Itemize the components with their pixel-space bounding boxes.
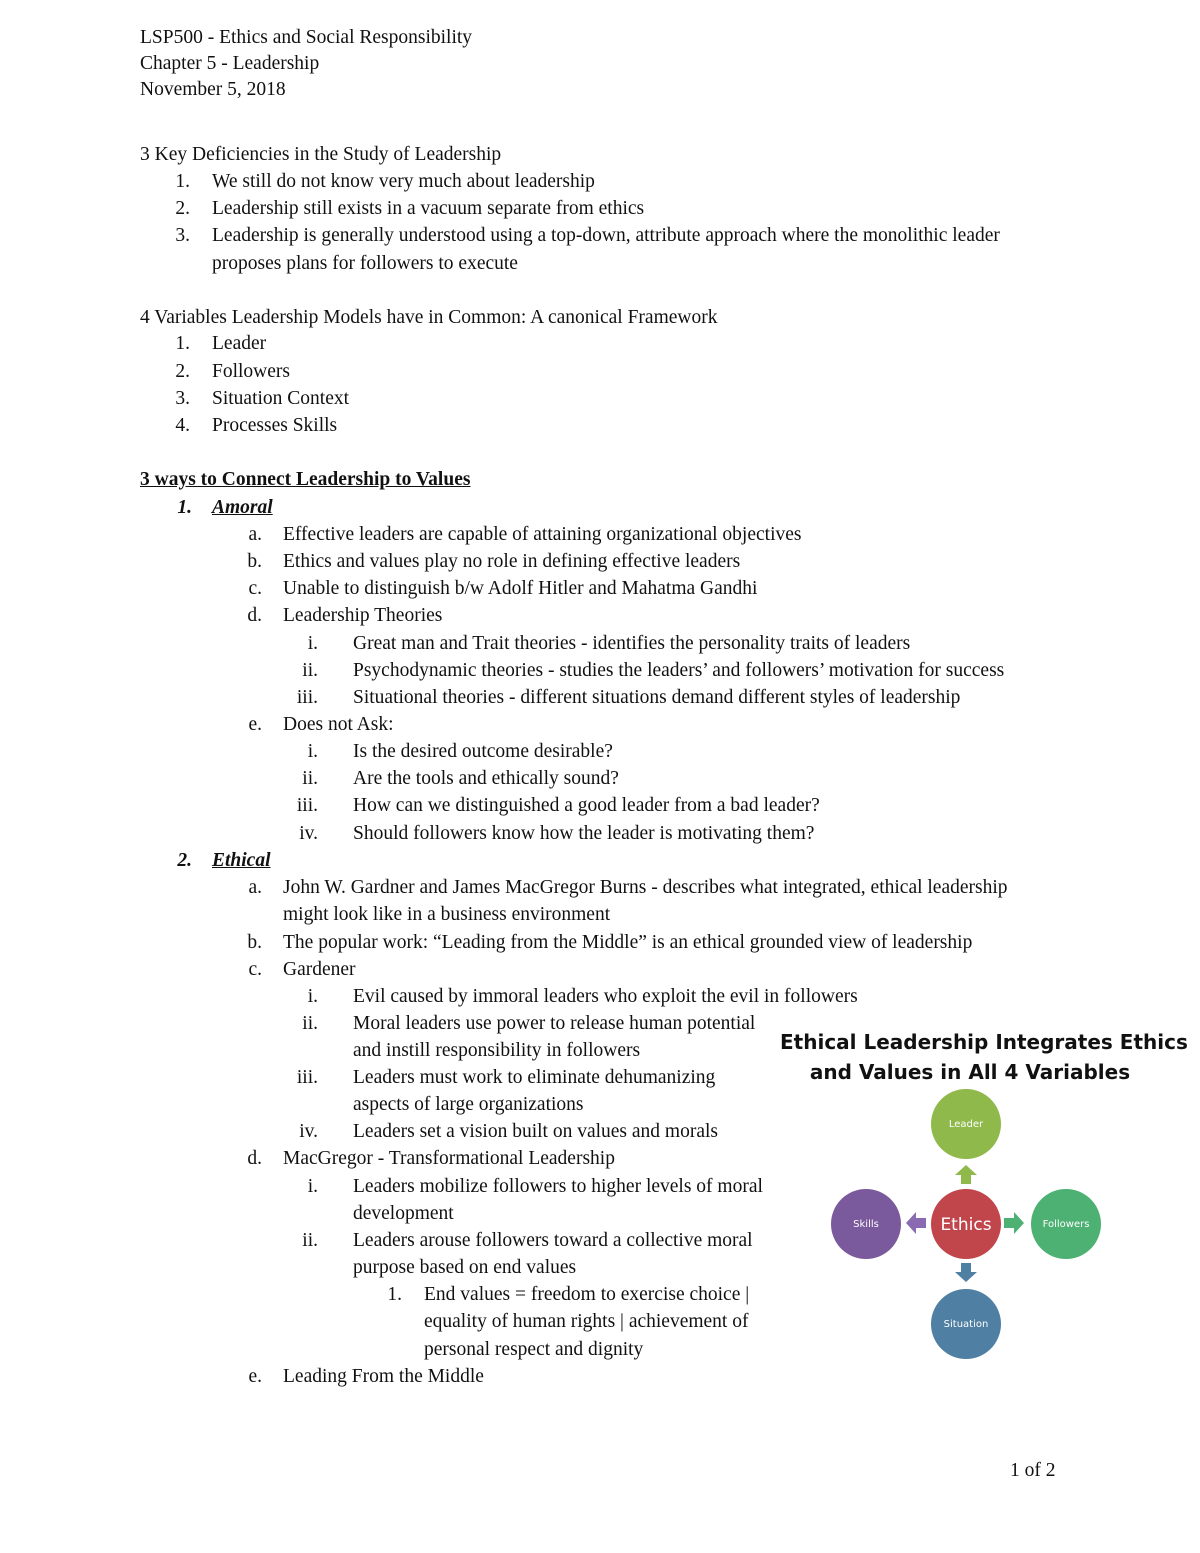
list-letter: d.	[247, 605, 262, 626]
list-letter: c.	[248, 959, 262, 980]
list-roman: iii.	[296, 795, 318, 816]
list-item: John W. Gardner and James MacGregor Burns - describes what integrated, ethical leadership	[283, 877, 1008, 898]
list-roman: iv.	[299, 1121, 318, 1142]
list-letter: c.	[248, 578, 262, 599]
ethics-label: Ethics	[940, 1215, 992, 1235]
list-item: How can we distinguished a good leader from a bad leader?	[353, 795, 820, 816]
list-roman: i.	[307, 633, 318, 654]
list-roman: ii.	[302, 660, 318, 681]
list-number: 2.	[175, 361, 190, 382]
list-item-continuation: and instill responsibility in followers	[353, 1040, 641, 1061]
arrow-down-icon	[955, 1263, 977, 1282]
course-title: LSP500 - Ethics and Social Responsibility	[140, 27, 473, 48]
amoral-heading: Amoral	[212, 497, 273, 518]
list-item: Followers	[212, 361, 290, 382]
list-item-continuation: aspects of large organizations	[353, 1094, 584, 1115]
list-item: Leadership is generally understood using a top-down, attribute approach where the monolithic leader	[212, 225, 1000, 246]
ethical-leadership-figure	[780, 1026, 1188, 1371]
list-number: 2.	[175, 198, 190, 219]
list-item: Situational theories - different situations demand different styles of leadership	[353, 687, 961, 708]
list-item: Leadership still exists in a vacuum separate from ethics	[212, 198, 645, 219]
list-number: 2.	[177, 850, 192, 871]
list-item: Are the tools and ethically sound?	[353, 768, 619, 789]
document-date: November 5, 2018	[140, 79, 286, 100]
list-number: 3.	[175, 388, 190, 409]
list-item: End values = freedom to exercise choice |	[424, 1284, 750, 1305]
list-item: The popular work: “Leading from the Middle” is an ethical grounded view of leadership	[283, 932, 973, 953]
arrow-up-icon	[955, 1165, 977, 1184]
list-number: 1.	[177, 497, 192, 518]
list-roman: iii.	[296, 687, 318, 708]
list-letter: b.	[247, 551, 262, 572]
list-item: Psychodynamic theories - studies the leaders’ and followers’ motivation for success	[353, 660, 1005, 681]
list-roman: iii.	[296, 1067, 318, 1088]
list-item: Moral leaders use power to release human potential	[353, 1013, 756, 1034]
list-letter: b.	[247, 932, 262, 953]
list-item: We still do not know very much about leadership	[212, 171, 595, 192]
variables-heading: 4 Variables Leadership Models have in Common: A canonical Framework	[140, 307, 718, 328]
list-item: Leader	[212, 333, 267, 354]
list-number: 3.	[175, 225, 190, 246]
list-roman: ii.	[302, 768, 318, 789]
ways-heading: 3 ways to Connect Leadership to Values	[140, 469, 471, 490]
list-item: Leaders set a vision built on values and morals	[353, 1121, 718, 1142]
figure-title-line2: and Values in All 4 Variables	[809, 1060, 1131, 1084]
list-number: 1.	[387, 1284, 402, 1305]
list-item: Situation Context	[212, 388, 350, 409]
list-item-continuation: personal respect and dignity	[424, 1339, 644, 1360]
list-item: Is the desired outcome desirable?	[353, 741, 613, 762]
list-letter: e.	[248, 714, 262, 735]
list-item: Unable to distinguish b/w Adolf Hitler and Mahatma Gandhi	[283, 578, 758, 599]
leader-label: Leader	[948, 1119, 984, 1130]
list-roman: i.	[307, 986, 318, 1007]
list-item: Leadership Theories	[283, 605, 443, 626]
list-roman: i.	[307, 741, 318, 762]
list-roman: ii.	[302, 1013, 318, 1034]
page-number: 1 of 2	[1010, 1460, 1056, 1481]
list-item: MacGregor - Transformational Leadership	[283, 1148, 615, 1169]
list-item: Effective leaders are capable of attaining organizational objectives	[283, 524, 802, 545]
list-item: Leaders mobilize followers to higher levels of moral	[353, 1176, 763, 1197]
list-item: Evil caused by immoral leaders who exploit the evil in followers	[353, 986, 858, 1007]
list-item-continuation: proposes plans for followers to execute	[212, 253, 518, 274]
chapter-title: Chapter 5 - Leadership	[140, 53, 320, 74]
list-item-continuation: equality of human rights | achievement of	[424, 1311, 749, 1332]
list-number: 1.	[175, 333, 190, 354]
list-number: 1.	[175, 171, 190, 192]
list-roman: ii.	[302, 1230, 318, 1251]
list-letter: a.	[248, 877, 262, 898]
list-item: Does not Ask:	[283, 714, 394, 735]
situation-label: Situation	[943, 1319, 989, 1330]
list-roman: i.	[307, 1176, 318, 1197]
list-item: Leaders arouse followers toward a collective moral	[353, 1230, 753, 1251]
figure-title-line1: Ethical Leadership Integrates Ethics	[780, 1030, 1188, 1054]
list-item-continuation: purpose based on end values	[353, 1257, 577, 1278]
list-item-continuation: might look like in a business environment	[283, 904, 611, 925]
list-item: Processes Skills	[212, 415, 338, 436]
list-letter: a.	[248, 524, 262, 545]
list-item: Ethics and values play no role in defining effective leaders	[283, 551, 741, 572]
skills-label: Skills	[853, 1219, 879, 1230]
ethics-cycle-diagram	[780, 1026, 1188, 1371]
list-letter: d.	[247, 1148, 262, 1169]
list-item: Leading From the Middle	[283, 1366, 484, 1387]
list-letter: e.	[248, 1366, 262, 1387]
list-number: 4.	[175, 415, 190, 436]
list-roman: iv.	[299, 823, 318, 844]
followers-label: Followers	[1042, 1219, 1090, 1230]
deficiencies-heading: 3 Key Deficiencies in the Study of Leadership	[140, 144, 502, 165]
arrow-left-icon	[906, 1212, 926, 1234]
arrow-right-icon	[1004, 1212, 1024, 1234]
list-item: Great man and Trait theories - identifies the personality traits of leaders	[353, 633, 911, 654]
list-item-continuation: development	[353, 1203, 454, 1224]
list-item: Gardener	[283, 959, 356, 980]
list-item: Leaders must work to eliminate dehumanizing	[353, 1067, 716, 1088]
ethical-heading: Ethical	[212, 850, 271, 871]
list-item: Should followers know how the leader is motivating them?	[353, 823, 815, 844]
